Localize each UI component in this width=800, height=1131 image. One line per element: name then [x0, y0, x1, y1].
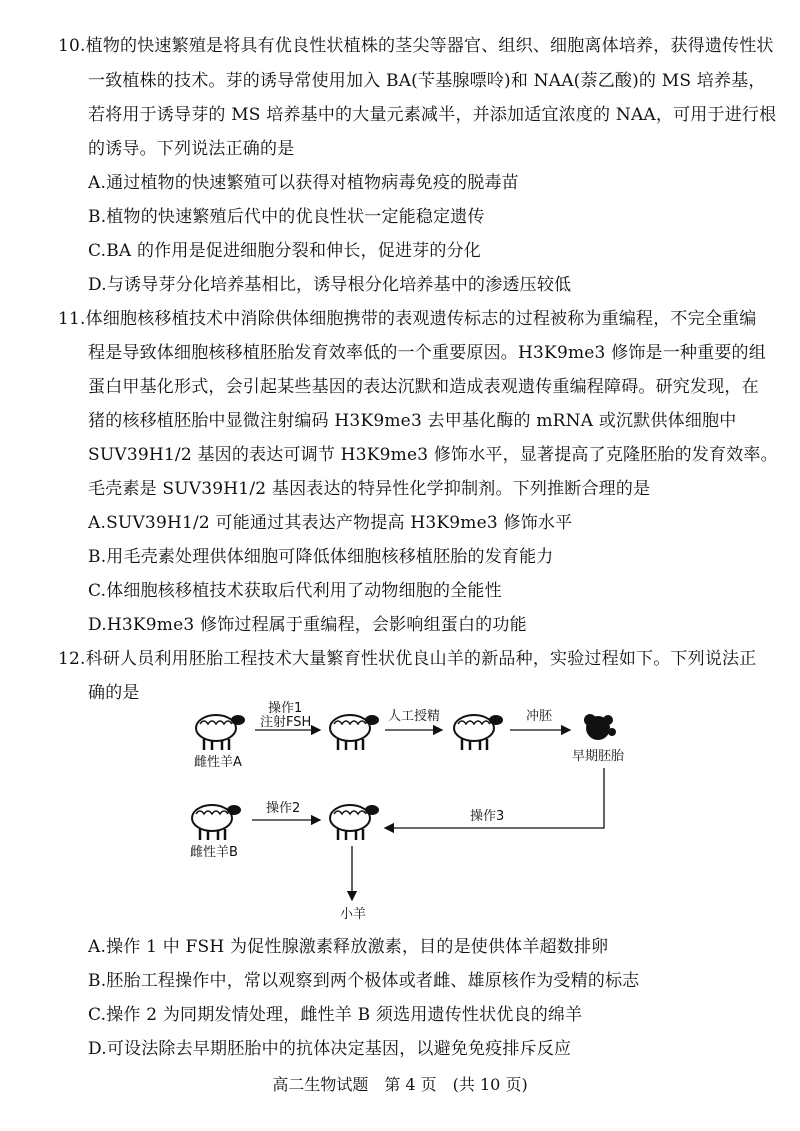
q12-option-d: D.可设法除去早期胚胎中的抗体决定基因，以避免免疫排斥反应 — [88, 1039, 572, 1059]
early-embryo-label: 早期胚胎 — [572, 749, 625, 764]
q10-line-3: 若将用于诱导芽的 MS 培养基中的大量元素减半，并添加适宜浓度的 NAA，可用于进行根 — [88, 105, 777, 125]
op2-label: 操作2 — [266, 801, 301, 816]
q10-line-2: 一致植株的技术。芽的诱导常使用加入 BA(苄基腺嘌呤)和 NAA(萘乙酸)的 MS 培养基， — [88, 71, 766, 91]
q10-option-c: C.BA 的作用是促进细胞分裂和伸长，促进芽的分化 — [88, 241, 481, 261]
q11-option-b: B.用毛壳素处理供体细胞可降低体细胞核移植胚胎的发育能力 — [88, 547, 554, 567]
q12-line-1: 12.科研人员利用胚胎工程技术大量繁育性状优良山羊的新品种，实验过程如下。下列说法正 — [58, 649, 757, 669]
q10-option-a: A.通过植物的快速繁殖可以获得对植物病毒免疫的脱毒苗 — [88, 173, 519, 193]
q11-line-1: 11.体细胞核移植技术中消除供体细胞携带的表观遗传标志的过程被称为重编程，不完全重编 — [58, 309, 757, 329]
q11-option-d: D.H3K9me3 修饰过程属于重编程，会影响组蛋白的功能 — [88, 615, 527, 635]
embryo-transfer-diagram — [180, 700, 640, 930]
q11-option-c: C.体细胞核移植技术获取后代利用了动物细胞的全能性 — [88, 581, 502, 601]
sheep-a-label: 雌性羊A — [194, 755, 242, 770]
sheep-a-icon — [196, 715, 245, 750]
q11-option-a: A.SUV39H1/2 可能通过其表达产物提高 H3K9me3 修饰水平 — [88, 513, 573, 533]
q12-option-a: A.操作 1 中 FSH 为促性腺激素释放激素，目的是使供体羊超数排卵 — [88, 937, 609, 957]
q10-line-4: 的诱导。下列说法正确的是 — [88, 139, 295, 159]
lamb-label: 小羊 — [340, 907, 367, 922]
sheep-b-icon — [192, 805, 241, 840]
sheep-recipient-icon — [330, 805, 379, 840]
op3-label: 操作3 — [470, 809, 505, 824]
sheep-inseminated-icon — [454, 715, 503, 750]
q11-line-3: 蛋白甲基化形式，会引起某些基因的表达沉默和造成表观遗传重编程障碍。研究发现，在 — [88, 377, 759, 397]
q10-line-1: 10.植物的快速繁殖是将具有优良性状植株的茎尖等器官、组织、细胞离体培养，获得遗传性状 — [58, 36, 774, 56]
q12-line-2: 确的是 — [88, 683, 140, 703]
flush-label: 冲胚 — [526, 709, 553, 724]
q11-line-6: 毛壳素是 SUV39H1/2 基因表达的特异性化学抑制剂。下列推断合理的是 — [88, 479, 651, 499]
op1-label: 操作1 — [268, 701, 303, 716]
sheep-superovulated-icon — [330, 715, 379, 750]
page-footer: 高二生物试题 第 4 页 (共 10 页) — [272, 1075, 528, 1094]
q11-line-4: 猪的核移植胚胎中显微注射编码 H3K9me3 去甲基化酶的 mRNA 或沉默供体细胞中 — [88, 411, 737, 431]
q12-option-c: C.操作 2 为同期发情处理，雌性羊 B 须选用遗传性状优良的绵羊 — [88, 1005, 583, 1025]
q11-line-5: SUV39H1/2 基因的表达可调节 H3K9me3 修饰水平，显著提高了克隆胚胎的发育效率。 — [88, 445, 778, 465]
q10-option-b: B.植物的快速繁殖后代中的优良性状一定能稳定遗传 — [88, 207, 485, 227]
q11-line-2: 程是导致体细胞核移植胚胎发育效率低的一个重要原因。H3K9me3 修饰是一种重要的组 — [88, 343, 766, 363]
sheep-b-label: 雌性羊B — [190, 845, 238, 860]
q10-option-d: D.与诱导芽分化培养基相比，诱导根分化培养基中的渗透压较低 — [88, 275, 572, 295]
early-embryo-icon — [584, 714, 616, 740]
insemination-label: 人工授精 — [388, 709, 441, 724]
op1-detail-label: 注射FSH — [260, 715, 312, 730]
q12-option-b: B.胚胎工程操作中，常以观察到两个极体或者雌、雄原核作为受精的标志 — [88, 971, 640, 991]
